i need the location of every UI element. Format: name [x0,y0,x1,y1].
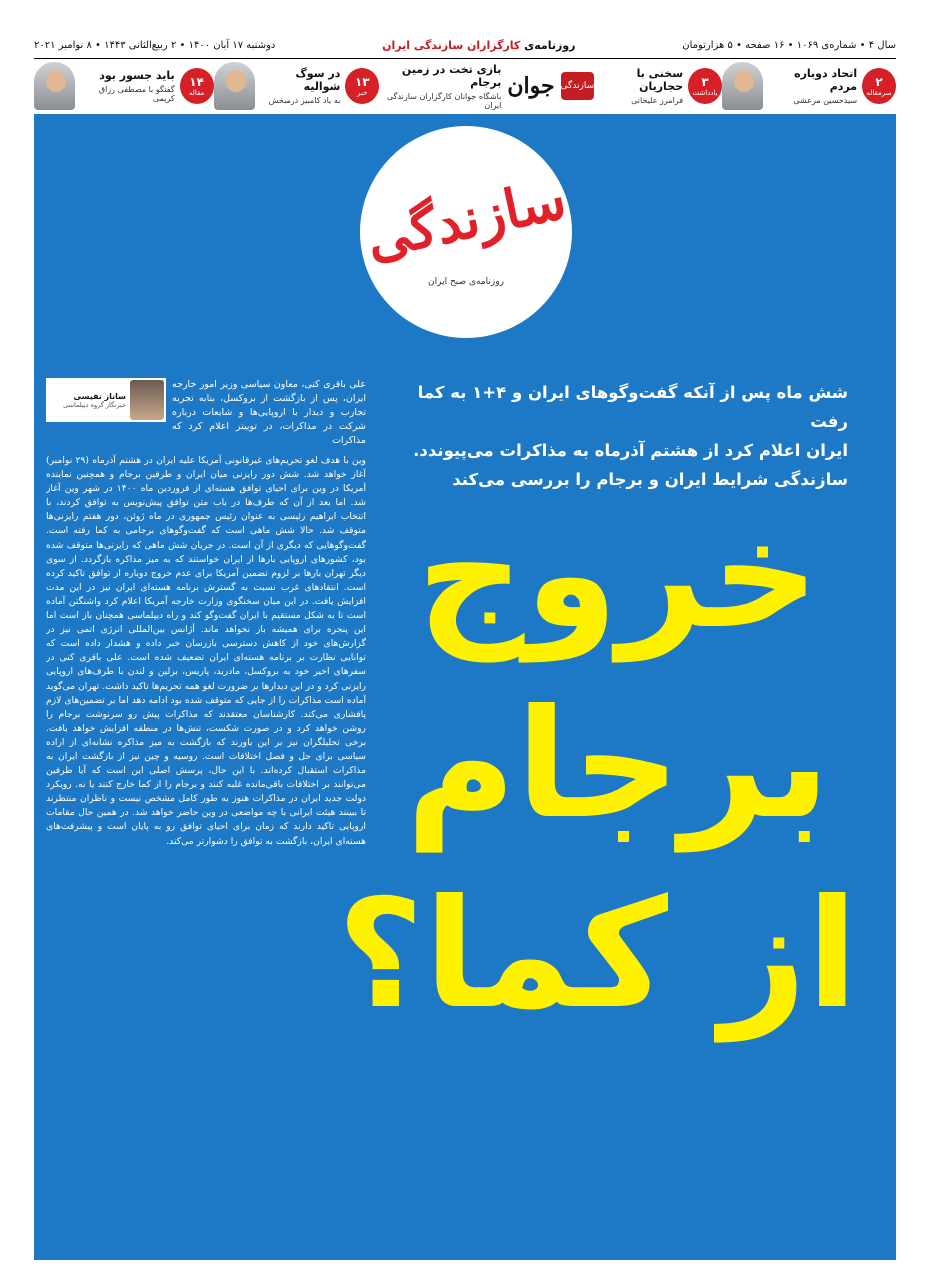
page-number: ۱۳ [354,74,370,89]
publisher [382,39,575,52]
author-name: ساناز نفیسی [73,391,126,401]
page-number: ۲ [875,74,883,89]
article-body: وین با هدف لغو تحریم‌های غیرقانونی آمریکا علیه ایران در هشتم آذرماه (۲۹ نوامبر) آغاز خواهد شد. شش دور رایزنی میان ایران و طرفین برجام و همچنین نماینده آمریکا در وین برای احیای توافق هسته‌ای از فروردین ماه ۱۴۰۰ در شهر وین آغاز شد. اما بعد از آن که طرف‌ها در باب متن توافق پیش‌نویس به توافق کردند، با انتخاب ابراهیم رئیسی به عنوان رئیس جمهوری در ماه ژوئن، دور هفتم رایزنی‌ها متوقف شد. حالا شش ماهی است که گفت‌وگوهای برجامی به کما رفته است. گفت‌وگوهایی که دیگری از آن است. در جریان شش ماهی که رایزنی‌ها متوقف شده بود، کشورهای اروپایی بارها از ایران خواستند که به میز مذاکره بازگردد. از سوی دیگر تهران بارها بر لزوم تضمین آمریکا برای عدم خروج دوباره از توافق تاکید کرده است. انتقادهای غرب نسبت به گسترش برنامه هسته‌ای ایران نیز در این مدت افزایش یافت. در این میان سخنگوی وزارت خارجه آمریکا اعلام کرد واشنگتن آماده است تا به شکل مستقیم با ایران گفت‌وگو کند و راه دیپلماسی همچنان باز است اما این پنجره برای همیشه باز نخواهد ماند. آژانس بین‌المللی انرژی اتمی نیز در گزارش‌های خود از کاهش دسترسی بازرسان خبر داده و هشدار داده است که توانایی نظارت بر برنامه هسته‌ای ایران تضعیف شده است. علی باقری کنی در سفرهای اخیر خود به بروکسل، مادرید، پاریس، برلین و لندن با طرف‌های اروپایی رایزنی کرد و در این دیدارها بر ضرورت لغو همه تحریم‌ها تاکید داشت. تهران می‌گوید آماده است مذاکرات را از جایی که متوقف شده بود ادامه دهد اما بر تضمین‌های لازم پافشاری می‌کند. کارشناسان معتقدند که مذاکرات پیش رو سرنوشت برجام را روشن خواهد کرد و در صورت شکست، تنش‌ها در منطقه افزایش خواهد یافت. برخی تحلیلگران نیز بر این باورند که بازگشت به میز مذاکره نشانه‌ای از اراده سیاسی برای حل و فصل اختلافات است. روسیه و چین نیز از بازگشت ایران به مذاکرات استقبال کرده‌اند. با این حال، پرسش اصلی این است که آیا طرفین می‌توانند بر اختلافات باقی‌مانده غلبه کنند و برجام را از کما خارج کنند یا نه. رویکرد دولت جدید ایران در مذاکرات هنوز به طور کامل مشخص نیست و ناظران منتظرند تا ببینند هیئت ایرانی با چه مواضعی در وین حاضر خواهد شد. در همین حال مقامات اروپایی تاکید دارند که زمان برای احیای توافق رو به پایان است و پیشرفت‌های هسته‌ای ایران، بازگشت به توافق را دشوارتر می‌کند. [46,455,366,847]
logo-wordmark: سازندگی [360,166,572,272]
teaser-news[interactable] [214,61,380,111]
deck [400,378,848,494]
issue-info: سال ۴ • شماره‌ی ۱۰۶۹ • ۱۶ صفحه • ۵ هزارتومان [682,39,896,51]
author-photo [130,380,164,420]
headline-line: خروج [416,488,820,662]
article-lead: علی باقری کنی، معاون سیاسی وزیر امور خارجه ایران، پس از بازگشت از بروکسل، بنابه تجربه تجارب و دیدار با اروپایی‌ها و شایعات درباره شرکت در مذاکرات، در توییتر اعلام کرد که مذاکرات [172,379,366,446]
publisher-name: کارگزاران سازندگی ایران [382,38,521,52]
teaser-text [768,67,857,105]
publisher-label: روزنامه‌ی [524,38,576,52]
javan-title: بازی تخت در زمین برجام [401,62,502,89]
logo-tagline: روزنامه‌ی صبح ایران [428,277,504,287]
masthead-bar [34,34,896,56]
teaser-note[interactable] [594,61,722,111]
teaser-author: فرامرز علیخانی [631,96,684,105]
teaser-text [80,69,174,103]
deck-line: ایران اعلام کرد از هشتم آذرماه به مذاکرات می‌پیوندد. [413,441,848,460]
deck-line: شش ماه پس از آنکه گفت‌وگوهای ایران و ۴+۱ به کما رفت [417,383,848,431]
teaser-title: سخنی با حجاریان [636,67,684,93]
teaser-badge [345,68,379,104]
javan-text [379,63,501,110]
headline-line: برجام [406,678,830,852]
page-number: ۳ [701,74,709,89]
author-name-block [63,392,126,409]
javan-seal: سازندگی [561,72,595,100]
author-photo [214,62,255,110]
teaser-badge [862,68,896,104]
teaser-author: گفتگو با مصطفی رزاق کریمی [98,85,175,103]
teaser-author: به یاد کامبیز درمبخش [268,96,341,105]
teaser-article[interactable] [34,61,214,111]
section-label: مقاله [188,88,205,97]
teaser-badge [688,68,722,104]
column-head [46,378,366,448]
headline-line: از کما؟ [336,868,858,1042]
javan-block[interactable] [379,63,594,110]
date: دوشنبه ۱۷ آبان ۱۴۰۰ • ۲ ربیع‌الثانی ۱۴۴۳ • ۸ نوامبر ۲۰۲۱ [34,39,276,51]
deck-line: سازندگی شرایط ایران و برجام را بررسی می‌کند [452,470,848,489]
teaser-strip [34,58,896,113]
article-column [46,378,366,1238]
teaser-badge [180,68,214,104]
author-box [46,378,166,422]
author-role: خبرنگار گروه دیپلماسی [63,400,126,409]
javan-logo: جوان [507,73,555,99]
teaser-title: باید جسور بود [99,69,175,82]
teaser-text [594,67,683,105]
teaser-author: سیدحسین مرعشی [793,96,858,105]
teaser-text [260,67,340,105]
section-label: خبر [357,88,368,97]
author-photo [722,62,763,110]
section-label: یادداشت [692,88,718,97]
page-number: ۱۴ [189,74,204,89]
teaser-editorial[interactable] [722,61,896,111]
author-photo [34,62,75,110]
teaser-title: در سوگ شوالیه [295,67,341,93]
teaser-title: اتحاد دوباره مردم [794,67,858,93]
section-label: سرمقاله [866,88,892,97]
headline [336,480,858,1050]
newspaper-logo [360,126,572,338]
javan-subtitle: باشگاه جوانان کارگزاران سازندگی ایران [387,91,502,110]
